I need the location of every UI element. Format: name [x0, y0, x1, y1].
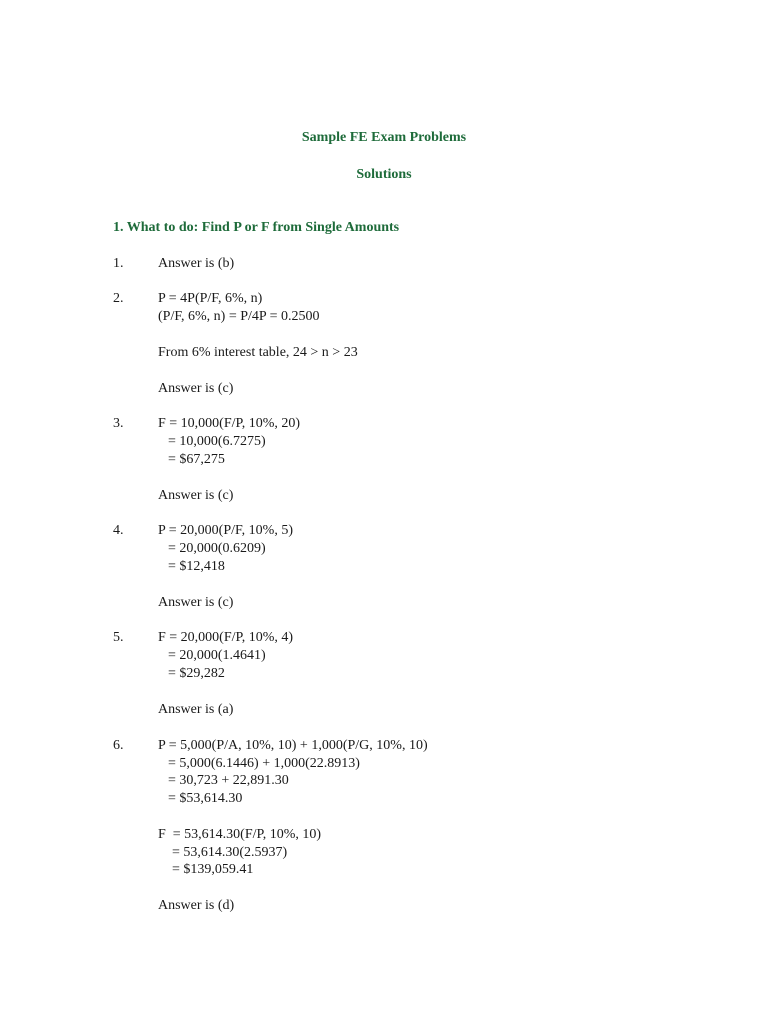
- problem-3-answer: Answer is (c): [158, 488, 234, 503]
- problem-4-line-3: = $12,418: [168, 559, 225, 574]
- problem-5-line-3: = $29,282: [168, 666, 225, 681]
- problem-6-line-2: = 5,000(6.1446) + 1,000(22.8913): [168, 756, 360, 771]
- problem-6-number: 6.: [113, 738, 124, 753]
- document-subtitle: Solutions: [356, 167, 412, 182]
- problem-2-number: 2.: [113, 291, 124, 306]
- problem-2-line-3: From 6% interest table, 24 > n > 23: [158, 345, 358, 360]
- problem-6-line-4: = $53,614.30: [168, 791, 243, 806]
- problem-2-answer: Answer is (c): [158, 381, 234, 396]
- problem-4-line-2: = 20,000(0.6209): [168, 541, 266, 556]
- problem-1-answer: Answer is (b): [158, 256, 235, 271]
- problem-5-answer: Answer is (a): [158, 702, 234, 717]
- problem-5-line-2: = 20,000(1.4641): [168, 648, 266, 663]
- problem-6-line-7: = $139,059.41: [172, 862, 254, 877]
- problem-4-answer: Answer is (c): [158, 595, 234, 610]
- section-heading: 1. What to do: Find P or F from Single Amounts: [113, 220, 400, 235]
- problem-5-number: 5.: [113, 630, 124, 645]
- problem-2-line-1: P = 4P(P/F, 6%, n): [158, 291, 263, 306]
- problem-3-line-1: F = 10,000(F/P, 10%, 20): [158, 416, 301, 431]
- document-title: Sample FE Exam Problems: [301, 130, 467, 145]
- problem-6-line-6: = 53,614.30(2.5937): [172, 845, 288, 860]
- problem-1-number: 1.: [113, 256, 124, 271]
- problem-3-line-3: = $67,275: [168, 452, 225, 467]
- problem-5-line-1: F = 20,000(F/P, 10%, 4): [158, 630, 294, 645]
- problem-3-number: 3.: [113, 416, 124, 431]
- problem-6-line-1: P = 5,000(P/A, 10%, 10) + 1,000(P/G, 10%, 10): [158, 738, 428, 753]
- problem-6-answer: Answer is (d): [158, 898, 235, 913]
- problem-6-line-3: = 30,723 + 22,891.30: [168, 773, 289, 788]
- problem-3-line-2: = 10,000(6.7275): [168, 434, 266, 449]
- problem-2-line-2: (P/F, 6%, n) = P/4P = 0.2500: [158, 309, 320, 324]
- problem-4-number: 4.: [113, 523, 124, 538]
- problem-4-line-1: P = 20,000(P/F, 10%, 5): [158, 523, 293, 538]
- problem-6-line-5: F = 53,614.30(F/P, 10%, 10): [158, 827, 322, 842]
